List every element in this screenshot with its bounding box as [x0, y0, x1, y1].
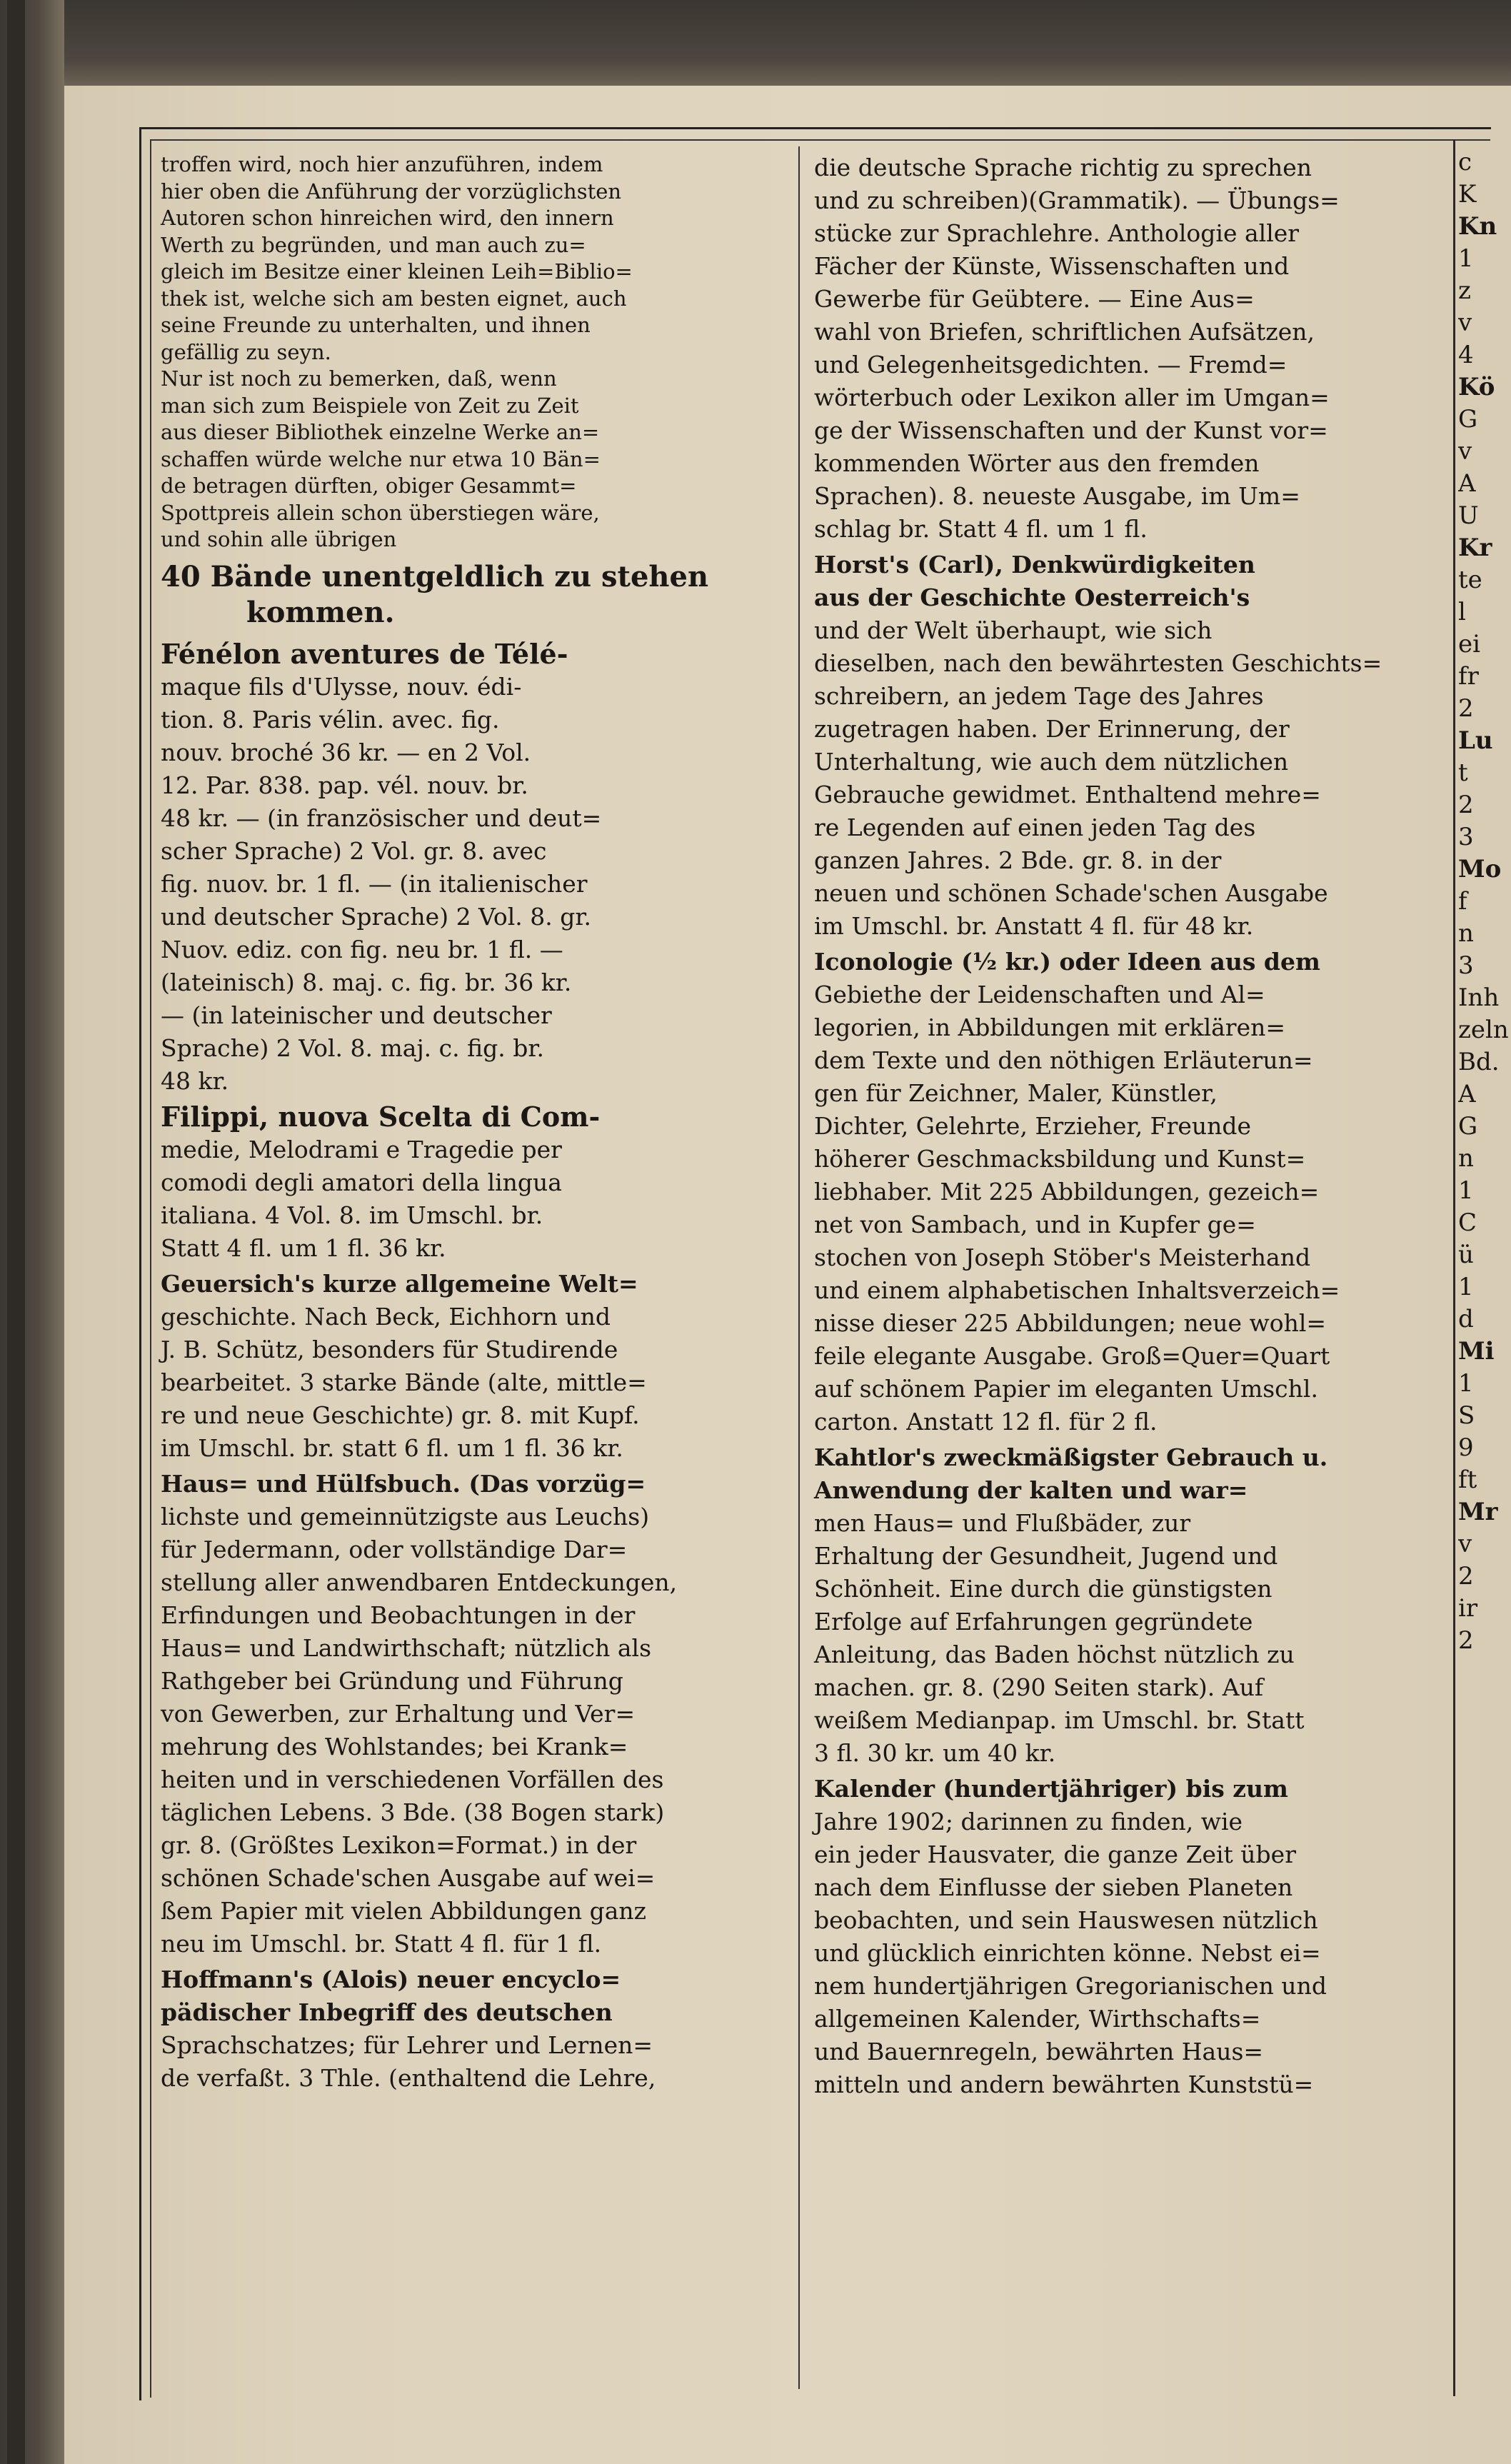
text-line: Statt 4 fl. um 1 fl. 36 kr. — [161, 1233, 446, 1262]
entry-title: Haus= und Hülfsbuch. (Das vorzüg= — [161, 1469, 646, 1498]
intro-paragraph — [161, 151, 789, 554]
text-line: für Jedermann, oder vollständige Dar= — [161, 1535, 628, 1563]
entry-title: Hoffmann's (Alois) neuer encyclo= — [161, 1965, 621, 1993]
text-line: beobachten, und sein Hauswesen nützlich — [814, 1906, 1318, 1934]
text-line: nem hundertjährigen Gregorianischen und — [814, 1972, 1327, 2000]
text-line: kommenden Wörter aus den fremden — [814, 449, 1260, 477]
edge-fragment: v — [1458, 309, 1472, 337]
text-line: aus der Geschichte Oesterreich's — [814, 584, 1250, 611]
text-line: man sich zum Beispiele von Zeit zu Zeit — [161, 393, 579, 418]
text-line: nisse dieser 225 Abbildungen; neue wohl= — [814, 1309, 1327, 1337]
entry-horst — [814, 549, 1442, 943]
text-line: ge der Wissenschaften und der Kunst vor= — [814, 416, 1328, 444]
left-column — [161, 151, 789, 2095]
text-line: 48 kr. — [161, 1066, 229, 1095]
text-line: liebhaber. Mit 225 Abbildungen, gezeich= — [814, 1178, 1320, 1206]
text-line: comodi degli amatori della lingua — [161, 1168, 562, 1196]
entry-hoffmann — [161, 1963, 789, 2095]
edge-fragment: G — [1458, 1112, 1478, 1141]
text-line: Dichter, Gelehrte, Erzieher, Freunde — [814, 1112, 1252, 1140]
text-line: medie, Melodrami e Tragedie per — [161, 1135, 562, 1163]
text-line: italiana. 4 Vol. 8. im Umschl. br. — [161, 1201, 543, 1229]
text-line: hier oben die Anführung der vorzüglichsten — [161, 179, 622, 204]
edge-fragment: zeln — [1458, 1016, 1509, 1044]
text-line: J. B. Schütz, besonders für Studirende — [161, 1335, 618, 1363]
edge-fragment: 2 — [1458, 1626, 1474, 1655]
text-line: weißem Medianpap. im Umschl. br. Statt — [814, 1706, 1305, 1734]
text-line: auf schönem Papier im eleganten Umschl. — [814, 1375, 1318, 1403]
text-line: fig. nuov. br. 1 fl. — (in italienischer — [161, 869, 588, 898]
text-line: de betragen dürften, obiger Gesammt= — [161, 474, 577, 498]
text-line: Sprachen). 8. neueste Ausgabe, im Um= — [814, 482, 1300, 510]
right-page-divider — [1453, 139, 1455, 2396]
text-line: ßem Papier mit vielen Abbildungen ganz — [161, 1896, 647, 1925]
heading-line: 40 Bände unentgeldlich zu stehen — [161, 559, 709, 594]
text-line: 3 fl. 30 kr. um 40 kr. — [814, 1739, 1056, 1767]
text-line: Gebiethe der Leidenschaften und Al= — [814, 981, 1265, 1008]
entry-title: Kahtlor's zweckmäßigster Gebrauch u. — [814, 1443, 1328, 1471]
text-line: machen. gr. 8. (290 Seiten stark). Auf — [814, 1673, 1264, 1701]
text-line: bearbeitet. 3 starke Bände (alte, mittle= — [161, 1368, 647, 1396]
right-column — [814, 151, 1442, 2101]
text-line: allgemeinen Kalender, Wirthschafts= — [814, 2005, 1261, 2033]
text-line: wahl von Briefen, schriftlichen Aufsätzen, — [814, 318, 1315, 346]
text-line: im Umschl. br. Anstatt 4 fl. für 48 kr. — [814, 912, 1254, 940]
text-line: Gewerbe für Geübtere. — Eine Aus= — [814, 285, 1255, 313]
text-line: feile elegante Ausgabe. Groß=Quer=Quart — [814, 1342, 1330, 1370]
text-line: ein jeder Hausvater, die ganze Zeit über — [814, 1841, 1296, 1868]
text-line: tion. 8. Paris vélin. avec. fig. — [161, 705, 500, 733]
text-line: und einem alphabetischen Inhaltsverzeich= — [814, 1276, 1340, 1304]
edge-fragment: d — [1458, 1305, 1474, 1333]
text-line: zugetragen haben. Der Erinnerung, der — [814, 715, 1290, 743]
text-line: und zu schreiben)(Grammatik). — Übungs= — [814, 186, 1340, 214]
edge-fragment: 1 — [1458, 244, 1474, 273]
edge-fragment: ü — [1458, 1241, 1474, 1269]
text-line: höherer Geschmacksbildung und Kunst= — [814, 1145, 1306, 1173]
text-line: dieselben, nach den bewährtesten Geschichts= — [814, 649, 1382, 677]
entry-kahtlor — [814, 1441, 1442, 1770]
text-line: und Bauernregeln, bewährten Haus= — [814, 2038, 1264, 2065]
text-line: schreibern, an jedem Tage des Jahres — [814, 682, 1264, 710]
edge-fragment: z — [1458, 276, 1471, 305]
edge-fragment: ei — [1458, 630, 1480, 658]
edge-fragment: 2 — [1458, 1562, 1474, 1591]
text-line: Fächer der Künste, Wissenschaften und — [814, 252, 1290, 280]
text-line: Erfolge auf Erfahrungen gegründete — [814, 1608, 1253, 1636]
text-line: Jahre 1902; darinnen zu finden, wie — [814, 1808, 1243, 1836]
entry-filippi — [161, 1101, 789, 1265]
edge-fragment: Mi — [1458, 1337, 1495, 1366]
text-line: re Legenden auf einen jeden Tag des — [814, 813, 1256, 841]
text-line: legorien, in Abbildungen mit erklären= — [814, 1013, 1286, 1041]
text-line: im Umschl. br. statt 6 fl. um 1 fl. 36 kr. — [161, 1433, 623, 1462]
entry-title: Horst's (Carl), Denkwürdigkeiten — [814, 551, 1255, 579]
heading-line: kommen. — [246, 595, 395, 629]
edge-fragment: ir — [1458, 1594, 1478, 1623]
text-line: nouv. broché 36 kr. — en 2 Vol. — [161, 738, 531, 766]
text-line: scher Sprache) 2 Vol. gr. 8. avec — [161, 836, 547, 865]
edge-fragment: v — [1458, 1530, 1472, 1558]
text-line: gen für Zeichner, Maler, Künstler, — [814, 1079, 1218, 1107]
text-line: seine Freunde zu unterhalten, und ihnen — [161, 313, 591, 337]
text-line: von Gewerben, zur Erhaltung und Ver= — [161, 1699, 636, 1728]
edge-fragment: Kn — [1458, 212, 1497, 241]
edge-fragment: Kr — [1458, 534, 1492, 562]
text-line: Schönheit. Eine durch die günstigsten — [814, 1575, 1272, 1603]
text-line: schönen Schade'schen Ausgabe auf wei= — [161, 1863, 656, 1892]
text-line: thek ist, welche sich am besten eignet, auch — [161, 286, 627, 311]
entry-hausbuch — [161, 1468, 789, 1960]
text-line: re und neue Geschichte) gr. 8. mit Kupf. — [161, 1401, 640, 1429]
edge-fragment: c — [1458, 148, 1472, 176]
edge-fragment: K — [1458, 180, 1477, 209]
edge-fragment: f — [1458, 887, 1467, 916]
text-line: de verfaßt. 3 Thle. (enthaltend die Lehre, — [161, 2063, 656, 2092]
text-line: wörterbuch oder Lexikon aller im Umgan= — [814, 384, 1330, 411]
edge-fragment: te — [1458, 566, 1482, 594]
entry-title: Iconologie (½ kr.) oder Ideen aus dem — [814, 948, 1320, 976]
edge-fragment: A — [1458, 469, 1476, 498]
edge-fragment: n — [1458, 1144, 1474, 1173]
text-line: gefällig zu seyn. — [161, 339, 331, 364]
text-line: und deutscher Sprache) 2 Vol. 8. gr. — [161, 902, 591, 931]
text-line: und sohin alle übrigen — [161, 527, 397, 551]
text-line: aus dieser Bibliothek einzelne Werke an= — [161, 420, 600, 444]
text-line: Haus= und Landwirthschaft; nützlich als — [161, 1633, 652, 1662]
edge-fragment: S — [1458, 1401, 1475, 1430]
text-line: Sprache) 2 Vol. 8. maj. c. fig. br. — [161, 1033, 544, 1062]
text-line: net von Sambach, und in Kupfer ge= — [814, 1211, 1256, 1238]
text-line: — (in lateinischer und deutscher — [161, 1001, 552, 1029]
text-line: neuen und schönen Schade'schen Ausgabe — [814, 879, 1328, 907]
text-line: stellung aller anwendbaren Entdeckungen, — [161, 1568, 678, 1596]
edge-fragment: A — [1458, 1080, 1476, 1108]
edge-fragment: Inh — [1458, 983, 1500, 1012]
text-line: und der Welt überhaupt, wie sich — [814, 616, 1213, 644]
page-shadow-top — [0, 0, 1511, 86]
text-line: heiten und in verschiedenen Vorfällen des — [161, 1765, 664, 1793]
text-line: dem Texte und den nöthigen Erläuterun= — [814, 1046, 1313, 1074]
entry-kalender — [814, 1773, 1442, 2101]
edge-fragment: 1 — [1458, 1273, 1474, 1301]
edge-fragment: n — [1458, 919, 1474, 948]
edge-fragment: 3 — [1458, 951, 1474, 980]
text-line: Nur ist noch zu bemerken, daß, wenn — [161, 366, 557, 391]
edge-fragment: Lu — [1458, 726, 1493, 755]
edge-fragment: 4 — [1458, 341, 1474, 369]
edge-fragment: v — [1458, 437, 1472, 466]
entry-iconologie — [814, 946, 1442, 1438]
text-line: (lateinisch) 8. maj. c. fig. br. 36 kr. — [161, 968, 572, 996]
edge-fragment: 1 — [1458, 1176, 1474, 1205]
text-line: maque fils d'Ulysse, nouv. édi- — [161, 672, 522, 701]
text-line: stücke zur Sprachlehre. Anthologie aller — [814, 219, 1300, 247]
text-line: Sprachschatzes; für Lehrer und Lernen= — [161, 2030, 653, 2059]
text-line: geschichte. Nach Beck, Eichhorn und — [161, 1302, 611, 1331]
text-line: Unterhaltung, wie auch dem nützlichen — [814, 748, 1289, 776]
entry-title: Filippi, nuova Scelta di Com- — [161, 1100, 601, 1133]
edge-fragment: ft — [1458, 1466, 1477, 1494]
text-line: schaffen würde welche nur etwa 10 Bän= — [161, 446, 601, 471]
edge-fragment: Mo — [1458, 855, 1502, 883]
text-line: Rathgeber bei Gründung und Führung — [161, 1666, 623, 1695]
entry-hoffmann-continued — [814, 151, 1442, 546]
text-line: nach dem Einflusse der sieben Planeten — [814, 1873, 1293, 1901]
edge-fragment: G — [1458, 405, 1478, 434]
edge-fragment: 2 — [1458, 694, 1474, 723]
text-line: mehrung des Wohlstandes; bei Krank= — [161, 1732, 628, 1761]
text-line: täglichen Lebens. 3 Bde. (38 Bogen stark) — [161, 1798, 665, 1826]
edge-fragment: Mr — [1458, 1498, 1498, 1526]
text-line: schlag br. Statt 4 fl. um 1 fl. — [814, 515, 1148, 543]
text-line: Gebrauche gewidmet. Enthaltend mehre= — [814, 781, 1321, 808]
text-line: 48 kr. — (in französischer und deut= — [161, 803, 602, 832]
text-line: neu im Umschl. br. Statt 4 fl. für 1 fl. — [161, 1929, 602, 1958]
text-line: Spottpreis allein schon überstiegen wäre, — [161, 500, 600, 525]
column-divider — [798, 146, 800, 2389]
text-line: Erhaltung der Gesundheit, Jugend und — [814, 1542, 1278, 1570]
edge-fragment: 9 — [1458, 1433, 1474, 1462]
entry-title: Geuersich's kurze allgemeine Welt= — [161, 1269, 638, 1298]
text-line: carton. Anstatt 12 fl. für 2 fl. — [814, 1408, 1158, 1436]
adjacent-page-edge — [1458, 146, 1511, 1657]
text-line: Erfindungen und Beobachtungen in der — [161, 1601, 636, 1629]
text-line: Autoren schon hinreichen wird, den innern — [161, 206, 614, 230]
text-line: 12. Par. 838. pap. vél. nouv. br. — [161, 771, 528, 799]
entry-fenelon — [161, 638, 789, 1098]
text-line: mitteln und andern bewährten Kunststü= — [814, 2070, 1314, 2098]
edge-fragment: t — [1458, 758, 1468, 787]
text-line: troffen wird, noch hier anzuführen, indem — [161, 152, 603, 176]
text-line: Anwendung der kalten und war= — [814, 1476, 1248, 1504]
edge-fragment: fr — [1458, 662, 1479, 691]
edge-fragment: Kö — [1458, 373, 1495, 401]
text-line: und glücklich einrichten könne. Nebst ei= — [814, 1939, 1321, 1967]
text-line: men Haus= und Flußbäder, zur — [814, 1509, 1191, 1537]
binding-edge — [7, 0, 25, 2464]
text-line: und Gelegenheitsgedichten. — Fremd= — [814, 351, 1287, 379]
text-line: gr. 8. (Größtes Lexikon=Format.) in der — [161, 1831, 637, 1859]
text-line: stochen von Joseph Stöber's Meisterhand — [814, 1243, 1311, 1271]
text-line: Anleitung, das Baden höchst nützlich zu — [814, 1641, 1295, 1668]
text-line: Werth zu begründen, und man auch zu= — [161, 232, 586, 257]
edge-fragment: 1 — [1458, 1369, 1474, 1398]
edge-fragment: 2 — [1458, 791, 1474, 819]
entry-geuersich — [161, 1268, 789, 1465]
edge-fragment: 3 — [1458, 823, 1474, 851]
edge-fragment: C — [1458, 1208, 1477, 1237]
text-line: gleich im Besitze einer kleinen Leih=Biblio= — [161, 259, 633, 284]
text-line: die deutsche Sprache richtig zu sprechen — [814, 154, 1312, 181]
entry-title: Fénélon aventures de Télé- — [161, 637, 568, 670]
edge-fragment: l — [1458, 598, 1466, 626]
edge-fragment: U — [1458, 501, 1479, 530]
text-line: Nuov. ediz. con fig. neu br. 1 fl. — — [161, 935, 563, 963]
edge-fragment: Bd. — [1458, 1048, 1500, 1076]
section-heading — [161, 559, 789, 631]
text-line: lichste und gemeinnützigste aus Leuchs) — [161, 1502, 650, 1531]
text-line: pädischer Inbegriff des deutschen — [161, 1998, 613, 2026]
text-line: ganzen Jahres. 2 Bde. gr. 8. in der — [814, 846, 1222, 874]
entry-title: Kalender (hundertjähriger) bis zum — [814, 1775, 1288, 1803]
